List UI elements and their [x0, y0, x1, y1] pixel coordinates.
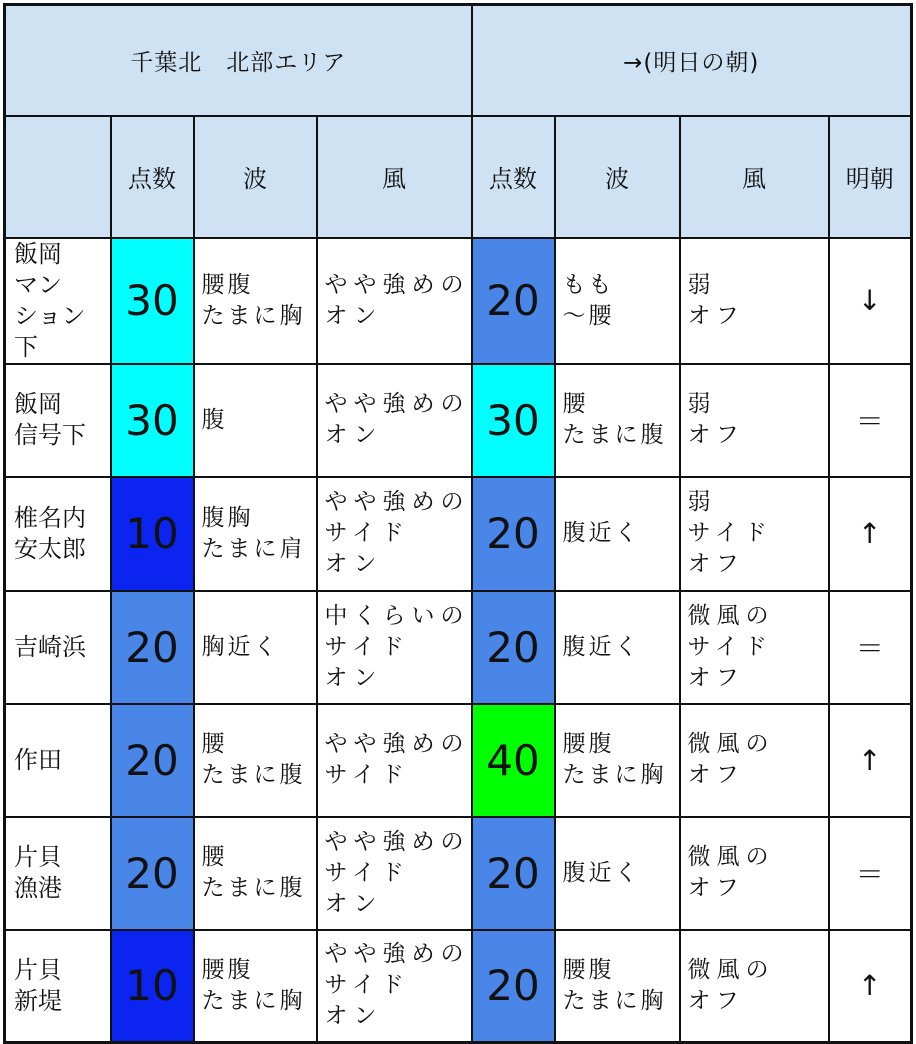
today-score: 30 — [111, 238, 194, 364]
table-row — [5, 591, 912, 704]
next-wind — [680, 817, 829, 930]
next-wave — [555, 477, 680, 591]
table-row — [5, 930, 912, 1043]
spot-name-line: 安太郎 — [14, 534, 86, 563]
today-wind — [317, 817, 472, 930]
spot-name — [5, 591, 111, 704]
wave-column-header: 波 — [194, 116, 317, 238]
next-wind-line: 微風の — [687, 602, 775, 629]
spot-name-line: 椎名内 — [14, 503, 86, 532]
next-wave-line: たまに胸 — [562, 987, 667, 1014]
trend-column-header: 明朝 — [829, 116, 912, 238]
next-wind-line: 微風の — [687, 844, 775, 870]
next-wave-column-header: 波 — [555, 116, 680, 238]
trend-arrow: ＝ — [829, 817, 912, 930]
next-score: 20 — [472, 817, 555, 930]
spot-name — [5, 477, 111, 591]
today-score: 20 — [111, 704, 194, 817]
next-wind-line: 弱 — [687, 489, 717, 515]
table-row — [5, 238, 912, 364]
next-wave-line: たまに腹 — [562, 422, 667, 448]
spot-name-line: マン — [14, 270, 62, 299]
next-wave — [555, 364, 680, 477]
today-score: 30 — [111, 364, 194, 477]
next-wave-line: 腹近く — [562, 520, 641, 546]
spot-name-line: 片貝 — [14, 955, 62, 984]
next-wind-line: オフ — [687, 875, 745, 901]
today-wave-line: 腰 — [201, 844, 228, 870]
next-wind-line: 弱 — [687, 271, 717, 298]
today-wind-line: やや強めの — [324, 731, 470, 757]
today-wind — [317, 930, 472, 1043]
next-wind — [680, 364, 829, 477]
today-wind-line: オン — [324, 890, 383, 917]
next-wind-line: オフ — [687, 422, 745, 448]
today-wave-line: 腰腹 — [201, 271, 254, 298]
today-wave-line: たまに胸 — [201, 987, 306, 1014]
today-wind — [317, 364, 472, 477]
spot-name-line: 下 — [14, 332, 38, 361]
today-wind-line: サイド — [324, 520, 410, 546]
today-wind — [317, 591, 472, 704]
today-wave-line: 胸近く — [201, 633, 280, 660]
today-wave — [194, 930, 317, 1043]
wind-column-header: 風 — [317, 116, 472, 238]
next-wind-line: オフ — [687, 551, 745, 577]
spot-name — [5, 704, 111, 817]
today-wave — [194, 477, 317, 591]
today-score: 20 — [111, 817, 194, 930]
next-wave-line: 腹近く — [562, 859, 641, 886]
today-wind — [317, 477, 472, 591]
today-wave-line: 腰 — [201, 731, 228, 757]
trend-arrow: ↓ — [829, 238, 912, 364]
today-wave — [194, 238, 317, 364]
table-header — [5, 5, 912, 238]
next-wind — [680, 704, 829, 817]
next-wind — [680, 930, 829, 1043]
today-wind-line: やや強めの — [324, 391, 470, 417]
today-wave-line: たまに腹 — [201, 762, 306, 788]
today-wind — [317, 238, 472, 364]
trend-arrow: ＝ — [829, 591, 912, 704]
trend-arrow: ↑ — [829, 477, 912, 591]
next-wind-line: 微風の — [687, 731, 775, 757]
today-wind-line: サイド — [324, 762, 410, 788]
spot-name-line: 漁港 — [14, 874, 62, 902]
spot-name-line: 信号下 — [14, 421, 86, 449]
spot-name — [5, 930, 111, 1043]
next-score-column-header: 点数 — [472, 116, 555, 238]
spot-name-line: 飯岡 — [14, 239, 62, 268]
today-wind — [317, 704, 472, 817]
score-column-header: 点数 — [111, 116, 194, 238]
next-wind-line: オフ — [687, 302, 745, 329]
next-score: 20 — [472, 591, 555, 704]
next-wind — [680, 477, 829, 591]
spot-name-line: 新堤 — [14, 986, 62, 1015]
next-wind-line: サイド — [687, 520, 773, 546]
today-wind-line: やや強めの — [324, 271, 470, 298]
trend-arrow: ↑ — [829, 930, 912, 1043]
table-row — [5, 817, 912, 930]
table-row — [5, 364, 912, 477]
today-score: 10 — [111, 477, 194, 591]
next-wind-line: 微風の — [687, 956, 775, 983]
today-wind-line: やや強めの — [324, 828, 470, 855]
next-score: 20 — [472, 477, 555, 591]
next-score: 20 — [472, 238, 555, 364]
today-wind-line: サイド — [324, 633, 410, 660]
today-score: 20 — [111, 591, 194, 704]
next-wind-line: オフ — [687, 762, 745, 788]
spot-name-line: 片貝 — [14, 843, 62, 871]
next-wind — [680, 591, 829, 704]
next-morning-title: →(明日の朝) — [472, 5, 912, 116]
spot-column-header — [5, 116, 111, 238]
today-wind-line: やや強めの — [324, 941, 470, 968]
today-wave-line: 腹胸 — [201, 504, 254, 531]
today-wave — [194, 591, 317, 704]
next-wind-line: サイド — [687, 633, 773, 660]
today-wave-line: 腹 — [201, 406, 228, 433]
next-wave-line: 腰 — [562, 391, 589, 417]
table-row — [5, 704, 912, 817]
next-wave-line: 〜腰 — [562, 302, 615, 329]
today-score: 10 — [111, 930, 194, 1043]
next-wind-line: 弱 — [687, 391, 717, 417]
next-wave-line: もも — [562, 271, 615, 298]
spot-name — [5, 238, 111, 364]
today-wave-line: たまに腹 — [201, 875, 306, 901]
spot-name-line: 飯岡 — [14, 390, 62, 418]
next-score: 30 — [472, 364, 555, 477]
today-wind-line: オン — [324, 422, 383, 448]
today-wave-line: 腰腹 — [201, 956, 254, 983]
trend-arrow: ＝ — [829, 364, 912, 477]
spot-name-line: ション — [14, 301, 86, 330]
today-wind-line: オン — [324, 1003, 383, 1030]
next-wave — [555, 930, 680, 1043]
next-wave-line: たまに胸 — [562, 762, 667, 788]
next-wind-line: オフ — [687, 987, 745, 1014]
next-wave — [555, 704, 680, 817]
next-wave — [555, 238, 680, 364]
next-wave — [555, 817, 680, 930]
today-wind-line: やや強めの — [324, 489, 470, 515]
next-wave-line: 腹近く — [562, 633, 641, 660]
next-wave-line: 腰腹 — [562, 956, 615, 983]
today-wave-line: たまに肩 — [201, 535, 306, 562]
today-wind-line: オン — [324, 664, 383, 691]
next-wind — [680, 238, 829, 364]
next-wave-line: 腰腹 — [562, 731, 615, 757]
table-body — [5, 238, 912, 1043]
header-row-1 — [5, 5, 912, 116]
spot-name-line: 作田 — [14, 745, 62, 774]
trend-arrow: ↑ — [829, 704, 912, 817]
today-wave — [194, 704, 317, 817]
today-wave — [194, 817, 317, 930]
next-wind-line: オフ — [687, 664, 745, 691]
today-wind-line: オン — [324, 551, 383, 577]
today-wind-line: サイド — [324, 859, 410, 886]
surf-forecast-table — [3, 3, 913, 1044]
header-row-2 — [5, 116, 912, 238]
today-wind-line: サイド — [324, 972, 410, 999]
next-wave — [555, 591, 680, 704]
table-row — [5, 477, 912, 591]
spot-name — [5, 364, 111, 477]
next-score: 40 — [472, 704, 555, 817]
spot-name — [5, 817, 111, 930]
spot-name-line: 吉崎浜 — [14, 632, 86, 661]
next-score: 20 — [472, 930, 555, 1043]
today-wind-line: 中くらいの — [324, 602, 470, 629]
today-wave-line: たまに胸 — [201, 302, 306, 329]
today-wind-line: オン — [324, 302, 383, 329]
today-wave — [194, 364, 317, 477]
area-title: 千葉北 北部エリア — [5, 5, 472, 116]
next-wind-column-header: 風 — [680, 116, 829, 238]
